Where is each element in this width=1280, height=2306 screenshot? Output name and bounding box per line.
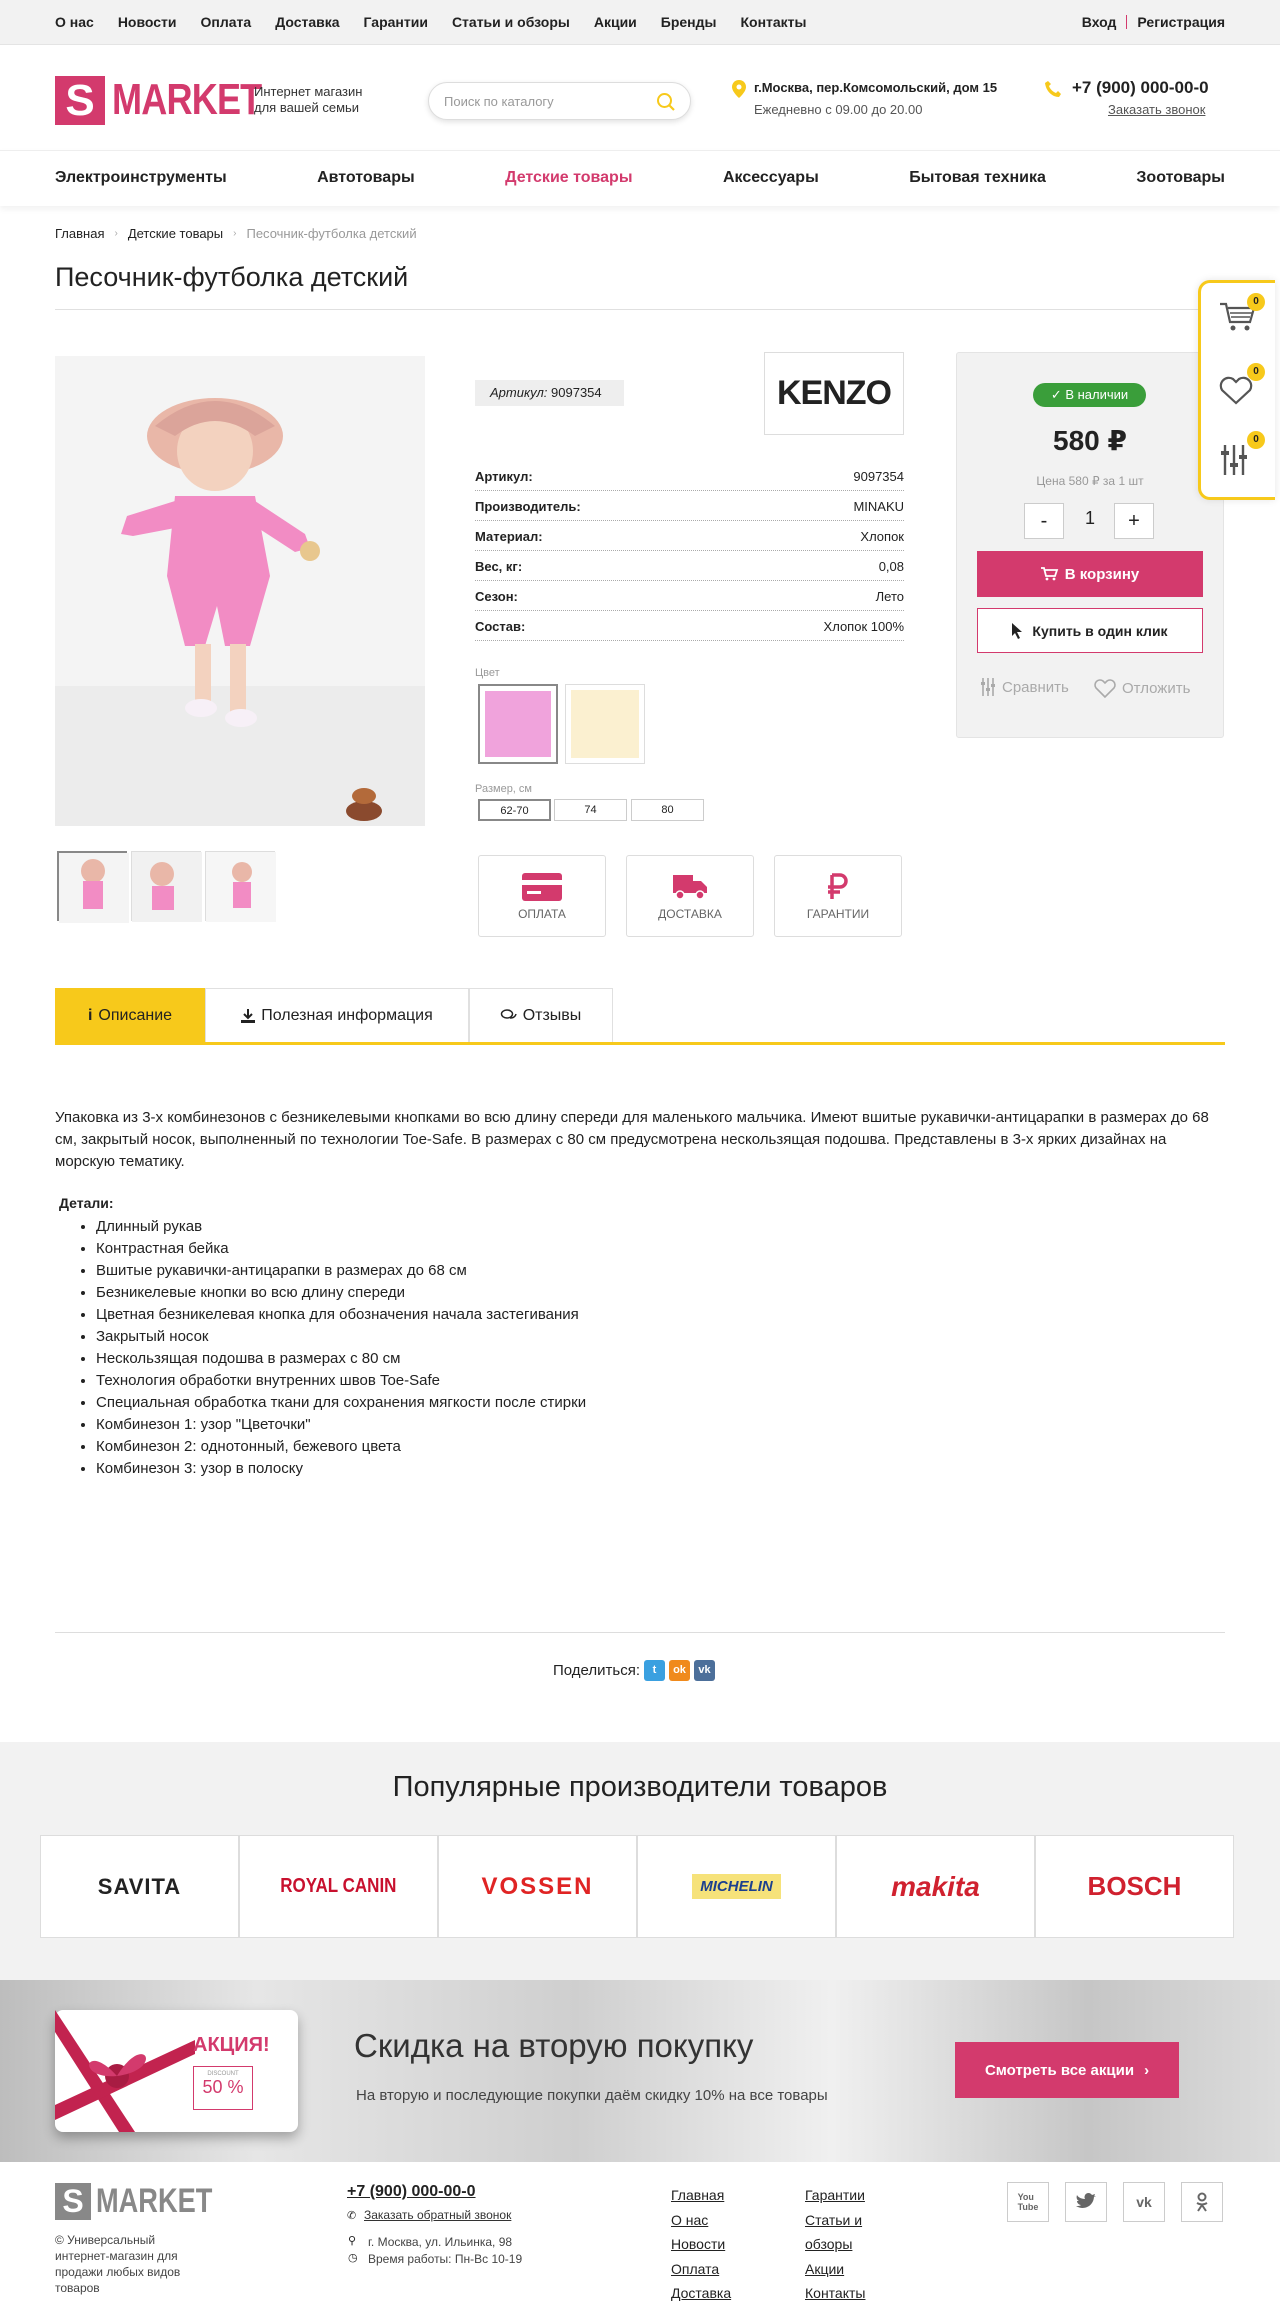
compare-icon [980,678,996,696]
service-delivery-label: ДОСТАВКА [658,907,722,921]
footer-link[interactable]: Акции [805,2260,845,2277]
top-nav-brands[interactable]: Бренды [660,14,717,30]
footer-address: г. Москва, ул. Ильинка, 98 [368,2235,513,2249]
product-thumbnail[interactable] [57,851,127,921]
vk-icon[interactable]: vk [1123,2182,1165,2222]
brand-royal-canin[interactable] [239,1835,438,1938]
promo-text: На вторую и последующие покупки даём скидку 10% на все товары [356,2087,828,2104]
info-icon: i [87,1006,93,1024]
discount-value: 50 % [202,2077,244,2097]
top-nav-about[interactable]: О нас [55,14,94,30]
twitter-icon[interactable] [1065,2182,1107,2222]
compare-link[interactable] [980,678,1069,696]
vk-icon[interactable]: vk [694,1660,715,1681]
footer-link[interactable]: Статьи и [805,2211,863,2228]
promo-card [55,2010,298,2132]
unit-price: Цена 580 ₽ за 1 шт [1036,474,1144,488]
all-sales-label: Смотреть все акции [984,2061,1135,2079]
list-item: • Комбинезон 2: однотонный, бежевого цвета [96,1436,586,1458]
footer-callback-link[interactable]: Заказать обратный звонок [364,2208,512,2222]
brand-logo[interactable]: KENZO [764,352,904,435]
share-divider [55,1632,1225,1633]
spec-key: Вес, кг: [475,559,523,574]
spec-key: Производитель: [475,499,581,514]
add-to-cart-button[interactable] [977,551,1203,597]
download-icon [241,1009,255,1023]
add-to-cart-label: В корзину [1064,565,1140,583]
register-link[interactable]: Регистрация [1137,14,1225,30]
logo-mark[interactable]: S [55,76,105,125]
product-thumbnail[interactable] [205,851,275,921]
footer-logo-text[interactable]: MARKET [96,2182,213,2220]
floating-widget [1198,280,1275,500]
auth-separator [1126,15,1127,29]
brand-royal-canin-label: ROYAL CANIN [280,1875,397,1897]
stock-text: В наличии [1065,387,1129,402]
spec-value: Хлопок [860,529,904,544]
footer-link[interactable]: О нас [671,2211,709,2228]
compare-label: Сравнить [1002,678,1069,696]
spec-value: Лето [875,589,904,604]
list-item: • Закрытый носок [96,1326,586,1348]
logo-text[interactable]: MARKET [112,75,262,124]
widget-cart[interactable] [1219,296,1259,333]
footer-link[interactable]: Главная [671,2187,725,2203]
phone-number[interactable]: +7 (900) 000-00-0 [1072,78,1209,97]
brand-bosch[interactable] [1035,1835,1234,1938]
product-main-image[interactable] [55,356,425,826]
footer-phone[interactable]: +7 (900) 000-00-0 [347,2183,476,2200]
tab-description-label: Описание [98,1006,173,1024]
spec-row [475,581,904,611]
top-nav [55,14,807,30]
size-option[interactable]: 62-70 [478,799,551,821]
search-input[interactable]: Поиск по каталогу [444,94,554,109]
spec-key: Материал: [475,529,543,544]
spec-row [475,551,904,581]
brand-vossen-label: VOSSEN [481,1872,594,1900]
promo-heading: Скидка на вторую покупку [354,2027,754,2064]
chevron-right-icon: › [1144,2061,1150,2079]
brand-bosch-label: BOSCH [1087,1871,1182,1901]
qty-increase-button[interactable]: + [1114,503,1154,539]
top-nav-articles[interactable]: Статьи и обзоры [451,14,570,30]
category-nav [0,150,1280,206]
footer-links-2 [805,2183,865,2306]
category-power-tools[interactable]: Электроинструменты [55,169,227,186]
list-item: • Вшитые рукавички-антицарапки в размерах до 68 см [96,1260,586,1282]
buy-one-click-label: Купить в один клик [1032,622,1168,639]
footer-logo-mark[interactable]: S [55,2183,91,2220]
auth-links [1082,14,1225,30]
service-delivery[interactable] [626,855,754,937]
page-title: Песочник-футболка детский [55,262,409,292]
search-icon[interactable] [656,92,676,112]
service-payment[interactable] [478,855,606,937]
details-heading: Детали: [59,1195,114,1211]
cart-icon [1041,567,1057,581]
size-option[interactable]: 80 [631,799,704,821]
list-item: • Специальная обработка ткани для сохранения мягкости после стирки [96,1392,586,1414]
cursor-icon [1012,623,1024,639]
details-list [96,1216,586,1480]
spec-value: 9097354 [853,469,904,484]
odnoklassniki-icon[interactable] [1181,2182,1223,2222]
product-description: Упаковка из 3-х комбинезонов с безникелевыми кнопками во всю длину спереди для маленького мальчика. Имеют вшитые рукавички-антицарапки в размерах до 68 см, закрытый носок, выполненный по технологии Toe-Safe. В размерах с 80 см предусмотрена нескользящая подошва. Представлены в 3-х ярких дизайнах на морскую тематику. [55,1109,1209,1170]
category-accessories[interactable]: Аксессуары [722,169,819,186]
spec-row [475,611,904,641]
product-tabs [55,988,1225,1045]
category-kids[interactable]: Детские товары [505,169,633,186]
youtube-icon[interactable]: You Tube [1007,2182,1049,2222]
top-nav-delivery[interactable]: Доставка [275,14,340,30]
tab-reviews-label: Отзывы [522,1006,582,1024]
color-swatch-pink[interactable] [478,684,558,764]
top-nav-payment[interactable]: Оплата [200,14,252,30]
credit-card-icon [522,873,562,901]
top-nav-news[interactable]: Новости [117,14,177,30]
list-item: • Безникелевые кнопки во всю длину спереди [96,1282,586,1304]
breadcrumb-kids[interactable]: Детские товары [127,226,224,241]
tagline-line-1: Интернет магазин [254,84,363,99]
brand-michelin-label: MICHELIN [692,1874,781,1899]
qty-value[interactable]: 1 [1084,508,1095,528]
list-item: • Цветная безникелевая кнопка для обозначения начала застегивания [96,1304,586,1326]
spec-key: Сезон: [475,589,518,604]
footer-link[interactable]: Контакты [805,2285,866,2301]
twitter-icon[interactable]: t [644,1660,665,1681]
footer-description: © Универсальный интернет-магазин для продажи любых видов товаров [55,2233,181,2295]
list-item: • Контрастная бейка [96,1238,586,1260]
brand-michelin[interactable] [637,1835,836,1938]
color-label: Цвет [475,667,500,679]
tab-useful-info[interactable] [205,988,469,1042]
breadcrumb [55,226,417,241]
brand-savita[interactable] [40,1835,239,1938]
price: 580 ₽ [1053,425,1127,456]
footer-links-1 [671,2183,731,2306]
spec-value: 0,08 [878,559,904,574]
top-nav-contacts[interactable]: Контакты [740,14,807,30]
size-label: Размер, см [475,783,532,795]
size-option[interactable]: 74 [554,799,627,821]
spec-key: Состав: [475,619,526,634]
share-block [553,1660,715,1681]
footer-link[interactable]: Гарантии [805,2187,865,2203]
widget-fav-count: 0 [1247,363,1265,381]
service-guarantee-label: ГАРАНТИИ [806,907,870,921]
spec-key: Артикул: [475,469,533,484]
odnoklassniki-icon[interactable]: ok [669,1660,690,1681]
footer-link[interactable]: Доставка [671,2285,732,2301]
stock-badge: ✓ В наличии [1033,383,1146,407]
tab-reviews[interactable] [469,988,613,1042]
brand-savita-label: SAVITA [97,1873,182,1899]
tagline-line-2: для вашей семьи [254,100,360,115]
product-thumbnail[interactable] [131,851,201,921]
tab-useful-info-label: Полезная информация [261,1006,433,1024]
hours-text: Ежедневно с 09.00 до 20.00 [754,102,923,117]
widget-compare-count: 0 [1247,431,1265,449]
spec-value: MINAKU [853,499,904,514]
category-auto[interactable]: Автотовары [317,169,415,186]
promo-badge: АКЦИЯ! [193,2034,270,2056]
location-pin-icon: ⚲ [348,2235,357,2247]
discount-label: DISCOUNT [207,2071,239,2077]
top-nav-guarantee[interactable]: Гарантии [363,14,428,30]
ruble-icon [826,873,850,901]
service-guarantee[interactable] [774,855,902,937]
top-nav-sales[interactable]: Акции [593,14,637,30]
list-item: • Технология обработки внутренних швов Toe-Safe [96,1370,586,1392]
compare-icon [1219,445,1249,475]
login-link[interactable]: Вход [1081,14,1117,30]
tagline [254,84,384,116]
callback-link[interactable]: Заказать звонок [1108,102,1206,117]
title-divider [55,309,1225,310]
brands-heading: Популярные производители товаров [392,1771,888,1803]
widget-favorites[interactable] [1219,366,1259,405]
footer-link[interactable]: Оплата [671,2260,720,2277]
footer-link[interactable]: Новости [671,2236,726,2252]
list-item: • Комбинезон 3: узор в полоску [96,1458,586,1480]
truck-icon [673,873,707,901]
search-box[interactable] [428,82,691,120]
heart-icon [1219,375,1253,405]
list-item: • Нескользящая подошва в размерах с 80 см [96,1348,586,1370]
spec-row [475,461,904,491]
buy-one-click-button[interactable] [977,608,1203,653]
phone-icon [1044,80,1064,98]
phone-icon: ✆ [347,2210,357,2222]
brand-vossen[interactable] [438,1835,637,1938]
discount-box [193,2066,253,2110]
article-badge-label: Артикул: [490,385,548,400]
spec-value: Хлопок 100% [823,619,904,634]
category-pets[interactable]: Зоотовары [1136,169,1225,186]
wishlist-label: Отложить [1122,679,1191,697]
tab-description[interactable] [55,988,205,1042]
service-payment-label: ОПЛАТА [518,907,566,921]
wishlist-link[interactable] [1094,678,1190,698]
article-badge [475,380,624,406]
comments-icon [501,1009,517,1023]
address-text: г.Москва, пер.Комсомольский, дом 15 [754,80,998,95]
category-appliances[interactable]: Бытовая техника [909,169,1046,186]
location-pin-icon [732,80,746,98]
widget-compare[interactable] [1219,434,1259,475]
chevron-right-icon: › [114,228,118,239]
footer-link[interactable]: обзоры [805,2236,853,2252]
footer-hours: Время работы: Пн-Вс 10-19 [368,2252,523,2266]
spec-row [475,521,904,551]
article-badge-value: 9097354 [551,385,602,400]
chevron-right-icon: › [233,228,237,239]
all-sales-button[interactable] [955,2042,1179,2098]
breadcrumb-current: Песочник-футболка детский [246,226,417,241]
list-item: • Длинный рукав [96,1216,586,1238]
list-item: • Комбинезон 1: узор "Цветочки" [96,1414,586,1436]
brand-makita[interactable] [836,1835,1035,1938]
qty-decrease-button[interactable]: - [1024,503,1064,539]
widget-cart-count: 0 [1247,293,1265,311]
breadcrumb-home[interactable]: Главная [55,226,105,241]
brand-makita-label: makita [891,1870,980,1902]
color-swatch-beige[interactable] [565,684,645,764]
clock-icon: ◷ [348,2252,358,2264]
spec-row [475,491,904,521]
share-label: Поделиться: [553,1662,640,1679]
heart-icon [1094,678,1116,698]
